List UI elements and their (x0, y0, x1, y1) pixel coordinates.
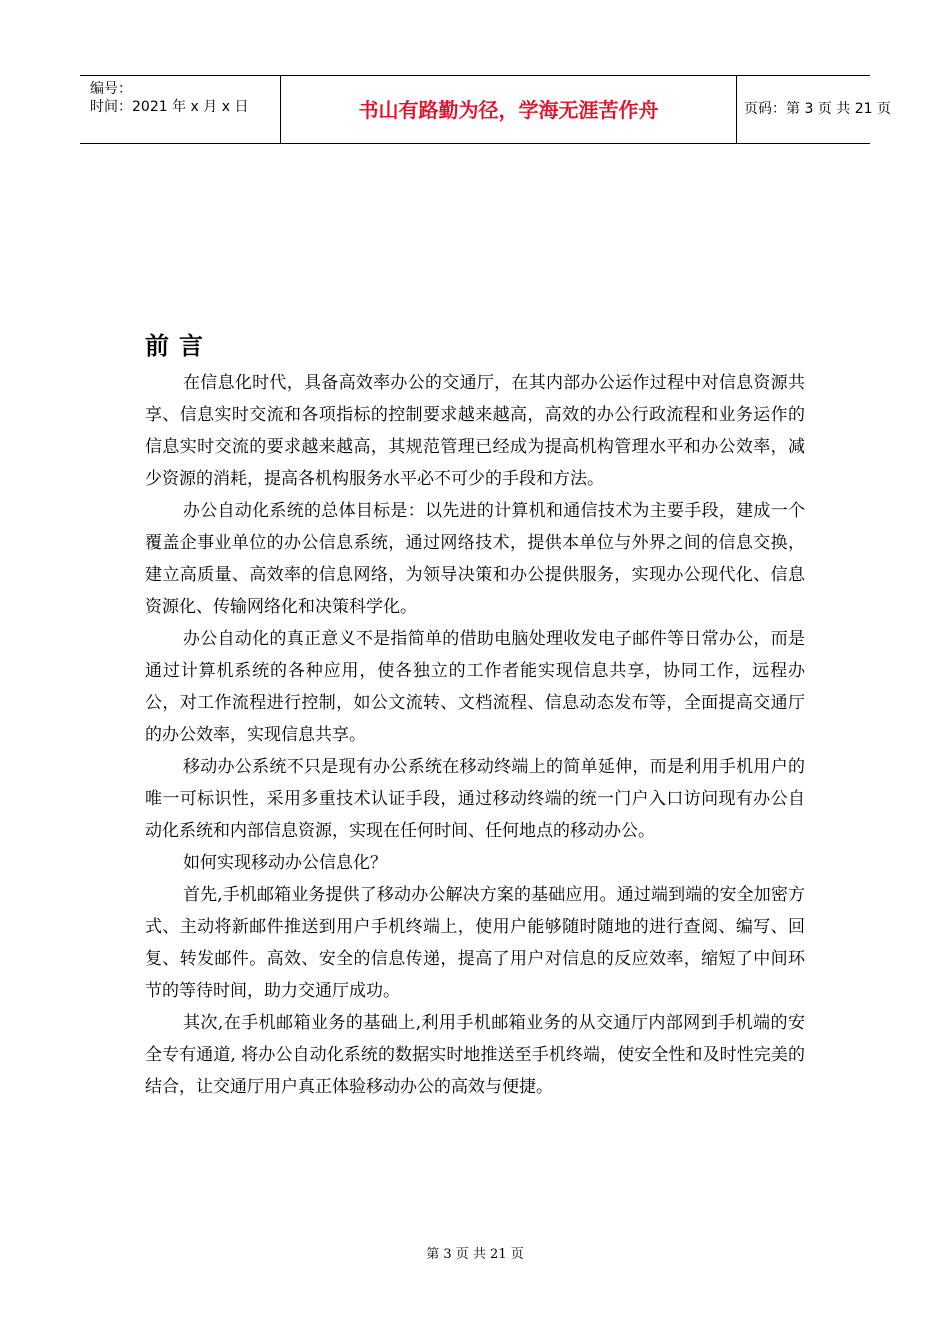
section-title: 前言 (145, 332, 213, 360)
paragraph: 其次,在手机邮箱业务的基础上,利用手机邮箱业务的从交通厅内部网到手机端的安全专有通道, 将办公自动化系统的数据实时地推送至手机终端，使安全性和及时性完美的结合，让交通厅用户真正体验移动办公的高效与便捷。 (145, 1013, 805, 1097)
header-meta-cell (80, 76, 280, 143)
header-motto-cell (280, 76, 737, 143)
paragraph: 如何实现移动办公信息化？ (183, 853, 387, 873)
paragraph: 首先,手机邮箱业务提供了移动办公解决方案的基础应用。通过端到端的安全加密方式、主动将新邮件推送到用户手机终端上，使用户能够随时随地的进行查阅、编写、回复、转发邮件。高效、安全的信息传递，提高了用户对信息的反应效率，缩短了中间环节的等待时间，助力交通厅成功。 (145, 885, 805, 1001)
page-header (80, 75, 891, 144)
header-page-cell (736, 76, 891, 143)
serial-number-label: 编号： (90, 81, 132, 97)
paragraph: 在信息化时代，具备高效率办公的交通厅，在其内部办公运作过程中对信息资源共享、信息实时交流和各项指标的控制要求越来越高，高效的办公行政流程和业务运作的信息实时交流的要求越来越高，其规范管理已经成为提高机构管理水平和办公效率，减少资源的消耗，提高各机构服务水平必不可少的手段和方法。 (145, 373, 805, 489)
paragraph: 移动办公系统不只是现有办公系统在移动终端上的简单延伸，而是利用手机用户的唯一可标识性，采用多重技术认证手段，通过移动终端的统一门户入口访问现有办公自动化系统和内部信息资源，实现在任何时间、任何地点的移动办公。 (145, 757, 805, 841)
page-footer: 第 3 页 共 21 页 (426, 1247, 524, 1262)
page-number-info: 页码：第 3 页 共 21 页 (744, 101, 891, 117)
date-line: 时间：2021 年 x 月 x 日 (90, 99, 249, 115)
paragraph: 办公自动化的真正意义不是指简单的借助电脑处理收发电子邮件等日常办公，而是通过计算机系统的各种应用，使各独立的工作者能实现信息共享，协同工作，远程办公，对工作流程进行控制，如公文流转、文档流程、信息动态发布等，全面提高交通厅的办公效率，实现信息共享。 (145, 629, 805, 745)
paragraph: 办公自动化系统的总体目标是：以先进的计算机和通信技术为主要手段，建成一个覆盖企事业单位的办公信息系统，通过网络技术，提供本单位与外界之间的信息交换，建立高质量、高效率的信息网络，为领导决策和办公提供服务，实现办公现代化、信息资源化、传输网络化和决策科学化。 (145, 501, 805, 617)
document-body (145, 367, 805, 1103)
motto-text: 书山有路勤为径，学海无涯苦作舟 (358, 98, 659, 122)
